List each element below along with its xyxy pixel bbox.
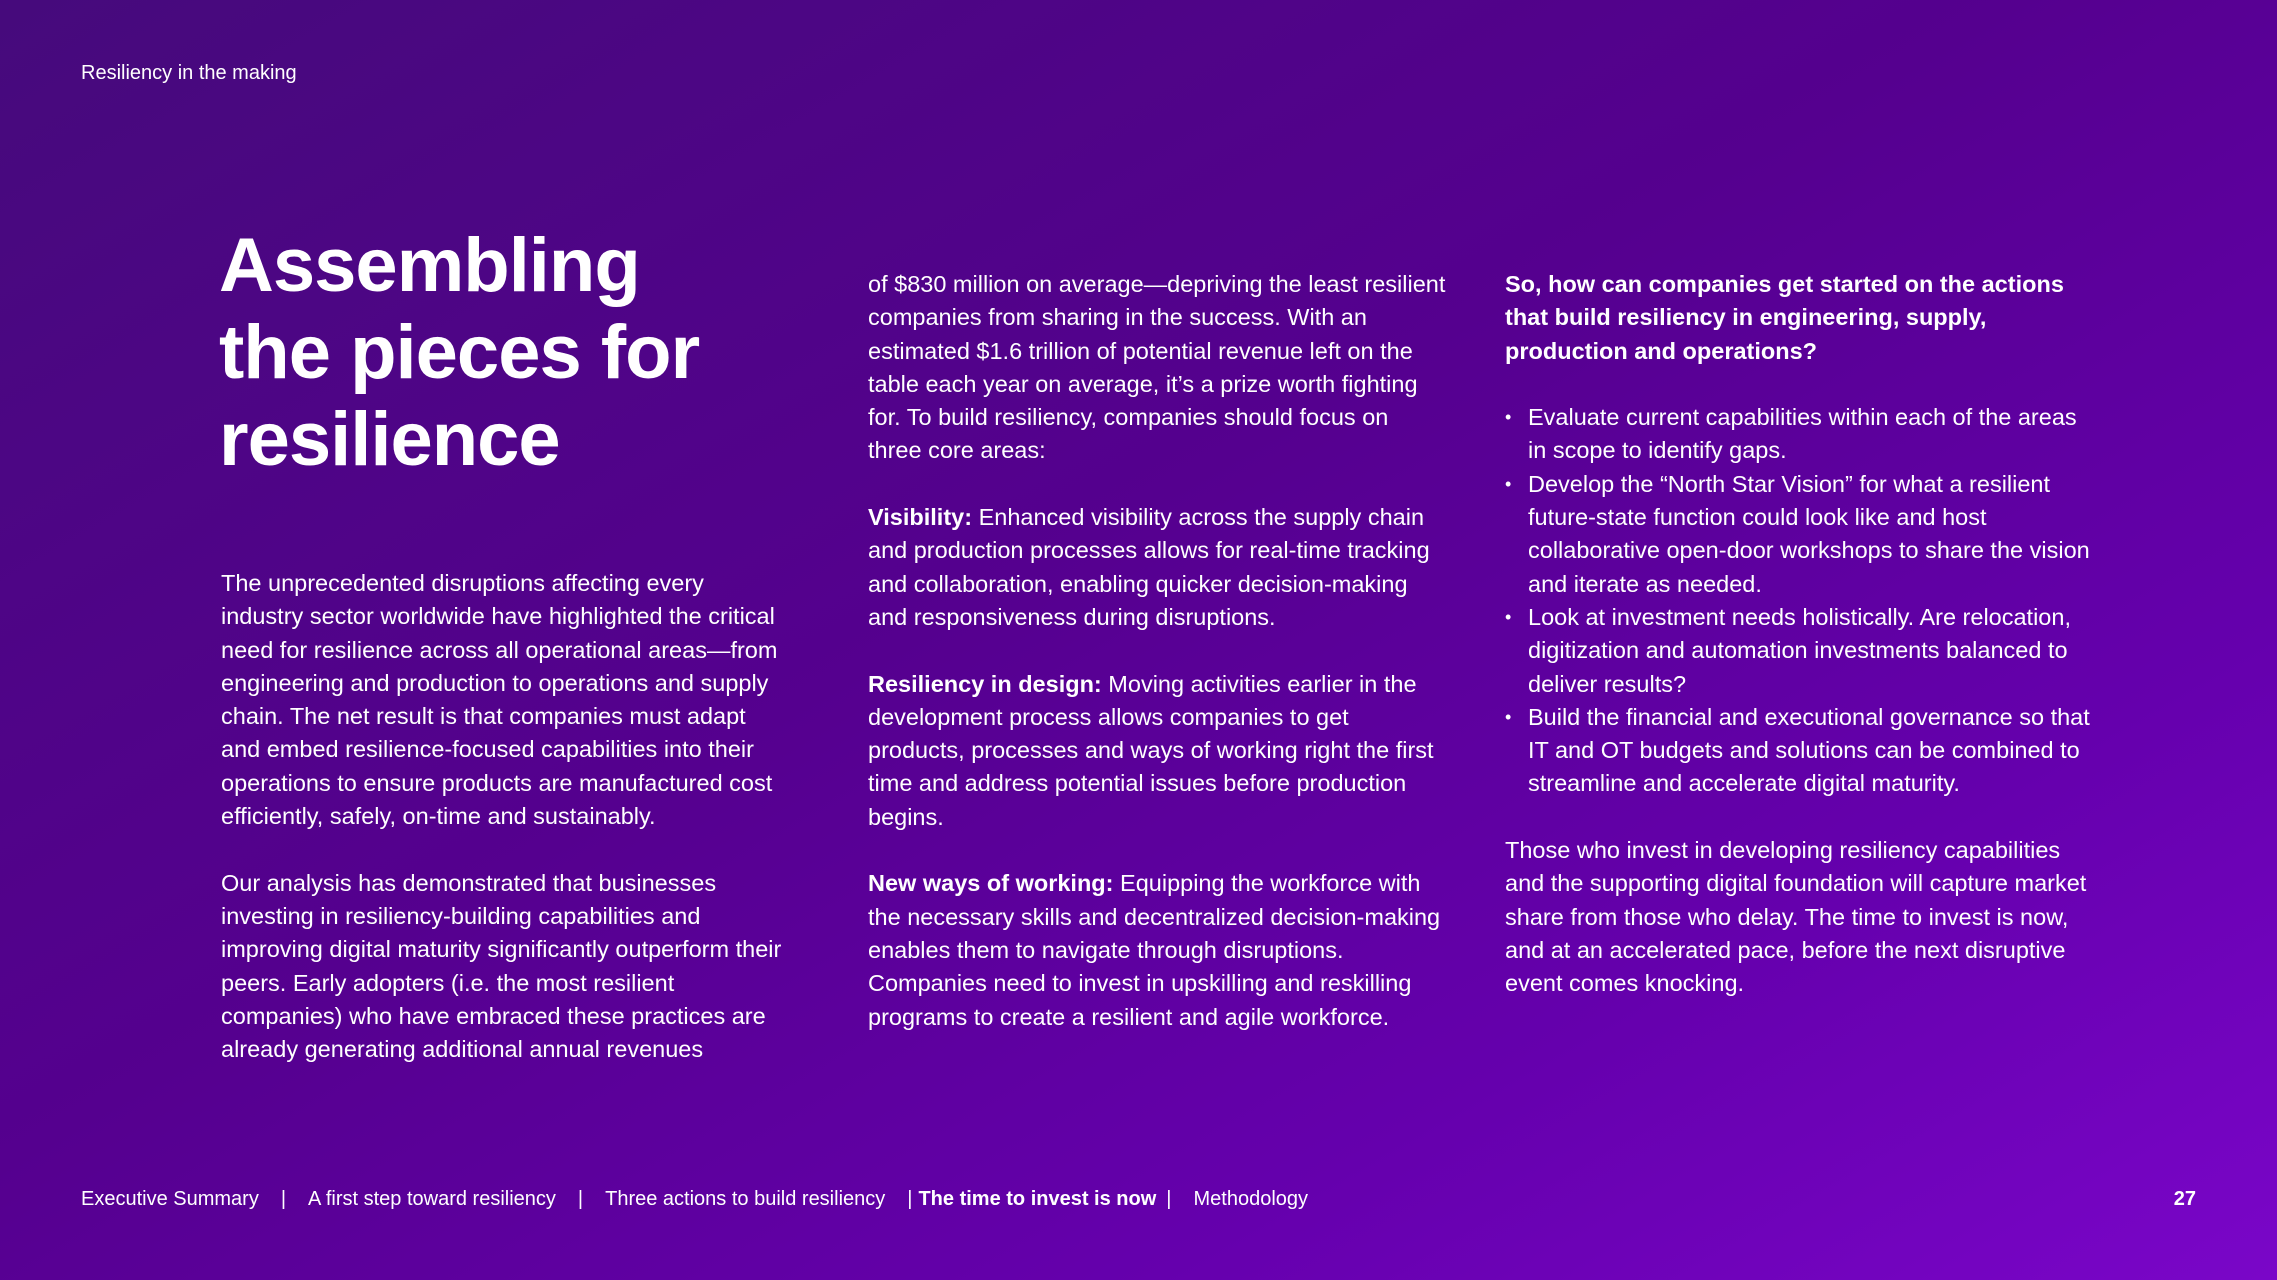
title-line: the pieces for	[219, 310, 700, 395]
nav-separator: |	[577, 1188, 584, 1210]
footer-nav	[81, 1188, 2196, 1211]
page-number: 27	[2173, 1188, 2196, 1210]
closing-paragraph: Those who invest in developing resiliency capabilities and the supporting digital foundation will capture market share from those who delay. The time to invest is now, and at an accelerated pace, before the next disruptive event comes knocking.	[1505, 837, 2087, 997]
design-label: Resiliency in design:	[868, 670, 1102, 697]
nav-time-to-invest[interactable]: The time to invest is now	[918, 1188, 1157, 1210]
intro-paragraph: The unprecedented disruptions affecting every industry sector worldwide have highlighted the critical need for resilience across all operational areas—from engineering and production to operations and supply chain. The net result is that companies must adapt and embed resilience-focused capabilities into their operations to ensure products are manufactured cost efficiently, safely, on-time and sustainably.	[221, 570, 778, 830]
nav-separator: |	[907, 1188, 913, 1210]
action-list	[1505, 401, 2095, 801]
nav-executive-summary[interactable]: Executive Summary	[81, 1188, 259, 1210]
nav-methodology[interactable]: Methodology	[1193, 1188, 1309, 1210]
ways-paragraph	[868, 867, 1448, 1033]
column-right	[1505, 268, 2095, 1034]
nav-separator: |	[280, 1188, 287, 1210]
list-item: • Build the financial and executional governance so that IT and OT budgets and solutions can be combined to streamline and accelerate digital maturity.	[1505, 701, 2095, 801]
list-item: • Look at investment needs holistically. Are relocation, digitization and automation investments balanced to deliver results?	[1505, 601, 2095, 701]
page-title	[219, 222, 779, 483]
nav-first-step[interactable]: A first step toward resiliency	[308, 1188, 556, 1210]
visibility-label: Visibility:	[868, 504, 973, 531]
design-paragraph	[868, 668, 1448, 834]
visibility-paragraph	[868, 501, 1448, 634]
question-heading	[1505, 268, 2095, 368]
visibility-text: Enhanced visibility across the supply chain and production processes allows for real-time tracking and collaboration, enabling quicker decision-making and responsiveness during disruptions.	[868, 504, 1430, 630]
list-item: • Evaluate current capabilities within each of the areas in scope to identify gaps.	[1505, 401, 2095, 468]
design-text: Moving activities earlier in the development process allows companies to get products, processes and ways of working right the first time and address potential issues before production begins.	[868, 670, 1434, 830]
analysis-paragraph: Our analysis has demonstrated that businesses investing in resiliency-building capabilities and improving digital maturity significantly outperform their peers. Early adopters (i.e. the most resilient companies) who have embraced these practices are already generating additional annual revenues	[221, 869, 782, 1063]
revenue-paragraph: of $830 million on average—depriving the least resilient companies from sharing in the success. With an estimated $1.6 trillion of potential revenue left on the table each year on average, it’s a prize worth fighting for. To build resiliency, companies should focus on three core areas:	[868, 271, 1446, 464]
section-label: Resiliency in the making	[81, 62, 297, 84]
title-line: resilience	[219, 397, 560, 482]
column-middle	[868, 268, 1448, 1067]
nav-separator: |	[1166, 1188, 1172, 1210]
nav-three-actions[interactable]: Three actions to build resiliency	[605, 1188, 886, 1210]
ways-label: New ways of working:	[868, 870, 1114, 897]
ways-text: Equipping the workforce with the necessary skills and decentralized decision-making enables them to navigate through disruptions. Companies need to invest in upskilling and reskilling programs to create a resilient and agile workforce.	[868, 870, 1441, 1030]
title-line: Assembling	[219, 223, 640, 308]
question-text: So, how can companies get started on the actions that build resiliency in engineering, supply, production and operations?	[1505, 271, 2064, 364]
list-item: • Develop the “North Star Vision” for what a resilient future-state function could look like and host collaborative open-door workshops to share the vision and iterate as needed.	[1505, 468, 2095, 601]
column-left	[221, 567, 791, 1100]
